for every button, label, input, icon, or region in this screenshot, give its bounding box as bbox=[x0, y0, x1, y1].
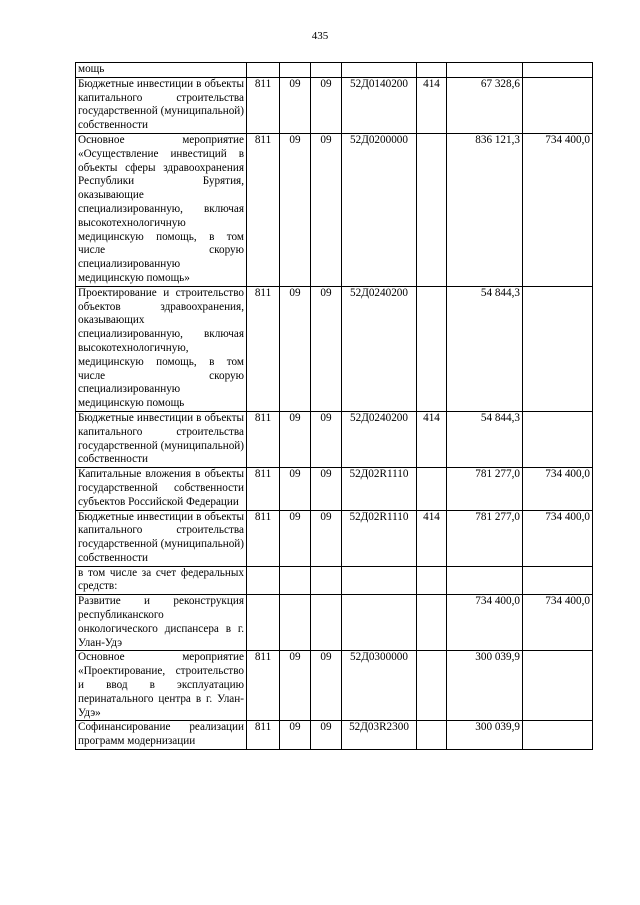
cell-gr bbox=[247, 63, 280, 78]
row-name: Капитальные вложения в объекты государственной собственности субъектов Российской Федерации bbox=[76, 468, 247, 510]
cell-gr bbox=[247, 566, 280, 595]
cell-pr: 09 bbox=[311, 510, 342, 566]
cell-csr: 52Д02R1110 bbox=[342, 510, 417, 566]
cell-gr: 811 bbox=[247, 77, 280, 133]
cell-rz: 09 bbox=[280, 133, 311, 286]
cell-csr bbox=[342, 63, 417, 78]
cell-rz: 09 bbox=[280, 77, 311, 133]
cell-sum2 bbox=[523, 63, 593, 78]
row-name: Бюджетные инвестиции в объекты капитального строительства государственной (муниципальной) собственности bbox=[76, 510, 247, 566]
cell-gr: 811 bbox=[247, 651, 280, 721]
cell-rz bbox=[280, 566, 311, 595]
cell-vr bbox=[417, 721, 447, 750]
cell-gr: 811 bbox=[247, 286, 280, 411]
cell-pr bbox=[311, 63, 342, 78]
cell-sum1: 300 039,9 bbox=[447, 721, 523, 750]
cell-sum1: 300 039,9 bbox=[447, 651, 523, 721]
cell-rz bbox=[280, 595, 311, 651]
cell-csr: 52Д0200000 bbox=[342, 133, 417, 286]
page-number: 435 bbox=[311, 30, 329, 42]
table-row bbox=[76, 133, 593, 286]
row-name: Развитие и реконструкция республиканского онкологического диспансера в г. Улан-Удэ bbox=[76, 595, 247, 651]
cell-vr bbox=[417, 133, 447, 286]
cell-rz: 09 bbox=[280, 468, 311, 510]
cell-vr bbox=[417, 595, 447, 651]
row-name: в том числе за счет федеральных средств: bbox=[76, 566, 247, 595]
cell-gr bbox=[247, 595, 280, 651]
cell-sum2: 734 400,0 bbox=[523, 468, 593, 510]
cell-gr: 811 bbox=[247, 510, 280, 566]
cell-vr bbox=[417, 63, 447, 78]
cell-csr: 52Д0140200 bbox=[342, 77, 417, 133]
budget-table bbox=[75, 62, 593, 750]
cell-csr bbox=[342, 566, 417, 595]
cell-sum1: 67 328,6 bbox=[447, 77, 523, 133]
table-row bbox=[76, 651, 593, 721]
cell-rz: 09 bbox=[280, 286, 311, 411]
cell-pr: 09 bbox=[311, 133, 342, 286]
row-name: Бюджетные инвестиции в объекты капитального строительства государственной (муниципальной) собственности bbox=[76, 77, 247, 133]
cell-gr: 811 bbox=[247, 468, 280, 510]
cell-pr bbox=[311, 595, 342, 651]
row-name: Софинансирование реализации программ модернизации bbox=[76, 721, 247, 750]
cell-sum2 bbox=[523, 651, 593, 721]
cell-sum2: 734 400,0 bbox=[523, 133, 593, 286]
cell-pr: 09 bbox=[311, 721, 342, 750]
cell-sum1: 54 844,3 bbox=[447, 411, 523, 467]
cell-csr bbox=[342, 595, 417, 651]
cell-gr: 811 bbox=[247, 133, 280, 286]
cell-sum2: 734 400,0 bbox=[523, 510, 593, 566]
cell-vr: 414 bbox=[417, 77, 447, 133]
table-row bbox=[76, 286, 593, 411]
cell-gr: 811 bbox=[247, 721, 280, 750]
cell-sum1: 781 277,0 bbox=[447, 468, 523, 510]
cell-pr: 09 bbox=[311, 468, 342, 510]
table-row bbox=[76, 63, 593, 78]
table-row bbox=[76, 510, 593, 566]
row-name: Бюджетные инвестиции в объекты капитального строительства государственной (муниципальной) собственности bbox=[76, 411, 247, 467]
cell-sum1 bbox=[447, 63, 523, 78]
cell-sum2 bbox=[523, 721, 593, 750]
cell-vr: 414 bbox=[417, 510, 447, 566]
cell-vr: 414 bbox=[417, 411, 447, 467]
table-row bbox=[76, 595, 593, 651]
cell-sum1 bbox=[447, 566, 523, 595]
cell-rz bbox=[280, 63, 311, 78]
cell-rz: 09 bbox=[280, 411, 311, 467]
row-name: Основное мероприятие «Осуществление инвестиций в объекты сферы здравоохранения Республики Бурятия, оказывающие специализированную, включая высокотехнологичную медицинскую помощь, в том числе скорую специализированную медицинскую помощь» bbox=[76, 133, 247, 286]
cell-sum2 bbox=[523, 411, 593, 467]
cell-gr: 811 bbox=[247, 411, 280, 467]
cell-sum1: 734 400,0 bbox=[447, 595, 523, 651]
row-name: Основное мероприятие «Проектирование, строительство и ввод в эксплуатацию перинатального центра в г. Улан-Удэ» bbox=[76, 651, 247, 721]
cell-vr bbox=[417, 566, 447, 595]
budget-table-body bbox=[76, 63, 593, 750]
table-row bbox=[76, 468, 593, 510]
cell-csr: 52Д02R1110 bbox=[342, 468, 417, 510]
cell-pr: 09 bbox=[311, 651, 342, 721]
cell-pr: 09 bbox=[311, 77, 342, 133]
cell-rz: 09 bbox=[280, 510, 311, 566]
cell-sum2 bbox=[523, 286, 593, 411]
cell-rz: 09 bbox=[280, 651, 311, 721]
table-row bbox=[76, 77, 593, 133]
table-row bbox=[76, 721, 593, 750]
cell-rz: 09 bbox=[280, 721, 311, 750]
cell-csr: 52Д0300000 bbox=[342, 651, 417, 721]
cell-csr: 52Д0240200 bbox=[342, 286, 417, 411]
cell-sum1: 54 844,3 bbox=[447, 286, 523, 411]
cell-sum2 bbox=[523, 566, 593, 595]
cell-pr bbox=[311, 566, 342, 595]
cell-sum2 bbox=[523, 77, 593, 133]
cell-pr: 09 bbox=[311, 286, 342, 411]
cell-vr bbox=[417, 468, 447, 510]
cell-sum1: 836 121,3 bbox=[447, 133, 523, 286]
cell-sum1: 781 277,0 bbox=[447, 510, 523, 566]
cell-vr bbox=[417, 286, 447, 411]
cell-vr bbox=[417, 651, 447, 721]
table-row bbox=[76, 566, 593, 595]
table-row bbox=[76, 411, 593, 467]
row-name: мощь bbox=[76, 63, 247, 78]
row-name: Проектирование и строительство объектов здравоохранения, оказывающих специализированную, включая высокотехнологичную, медицинскую помощь, в том числе скорую специализированную медицинскую помощь bbox=[76, 286, 247, 411]
cell-csr: 52Д03R2300 bbox=[342, 721, 417, 750]
cell-pr: 09 bbox=[311, 411, 342, 467]
cell-csr: 52Д0240200 bbox=[342, 411, 417, 467]
cell-sum2: 734 400,0 bbox=[523, 595, 593, 651]
